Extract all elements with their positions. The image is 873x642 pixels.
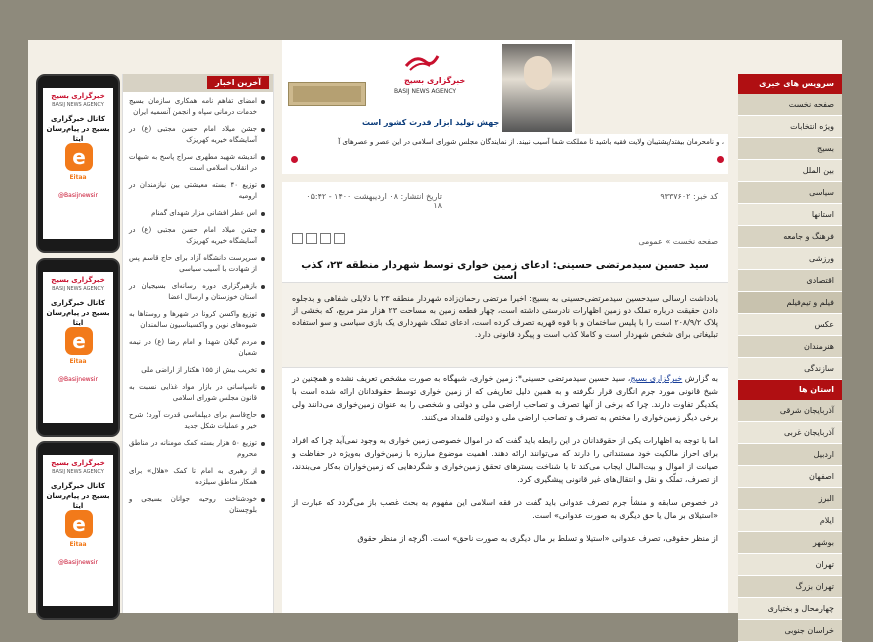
ticker-text: ، و نامحرمان بیفتد/پشتیبان ولایت فقیه باشید تا مملکت شما آسیب نبیند. از نمایندگان مجلس شورای اسلامی در این عصر و عصرهای آ — [338, 138, 724, 146]
publish-date-text: تاریخ انتشار: ۰۸ اردیبهشت ۱۴۰۰ - ۰۵:۴۲ — [306, 192, 442, 201]
news-link[interactable]: بازهبرگزاری دوره رسانه‌ای بسیجیان در استان خوزستان و ارسال اعضا — [129, 281, 265, 303]
ad-handle: @Basijnewsir — [58, 192, 98, 199]
paragraph: از منظر حقوقی، تصرف عدوانی «استیلا و تسلط بر مال دیگری به صورت ناحق» است. اگرچه از منظر حقوق — [357, 534, 718, 543]
news-link[interactable]: امضای تفاهم نامه همکاری سازمان بسیج خدمات درمانی سپاه و انجمن آنسمیه ایران — [129, 96, 265, 118]
eitaa-logo-icon: e — [65, 327, 93, 355]
ticker-dot-icon — [291, 156, 298, 163]
paragraph: اما با توجه به اظهارات یکی از حقوقدانان در این رابطه باید گفت که در اموال خصوصی زمین خواری به وجود نمی‌آید چرا که افراد برای احراز مالکیت خود مستنداتی را دارند که می‌توانند ارائه دهند. اهمیت موضوع مبارزه با زمین‌خواری به‌ویژه در حفاظت و صیانت از اموال و بیت‌المال ایجاب می‌کند تا با شناخت بسترهای تحقق زمین‌خواری و شگردهایی که زمین‌خواران به‌کار می‌بندند، از تصرف، تملّک و نقل و انتقال‌های غیر قانونی پیشگیری کرد. — [292, 436, 718, 484]
province-item[interactable]: آذربایجان شرقی — [738, 400, 842, 422]
ad-app-name: Eitaa — [69, 358, 87, 365]
services-title: سرویس های خبری — [738, 74, 842, 94]
ad-app-name: Eitaa — [69, 174, 87, 181]
news-link[interactable]: توزیع واکسن کرونا در شهرها و روستاها به شیوه‌های نوین و واکسیناسیون سالمندان — [129, 309, 265, 331]
menu-item[interactable]: سیاسی — [738, 182, 842, 204]
print-icon[interactable] — [334, 233, 345, 244]
eitaa-ad[interactable] — [36, 74, 120, 253]
paragraph — [292, 372, 718, 424]
menu-item[interactable]: سازندگی — [738, 358, 842, 380]
article-tools — [292, 228, 348, 247]
font-size-up-icon[interactable] — [292, 233, 303, 244]
agency-link[interactable]: خبرگزاری بسیج — [630, 374, 683, 383]
news-link[interactable]: از رهبری به امام تا کمک «هلال» برای همکار مناطق سیلزده — [129, 466, 265, 488]
basij-logo-icon — [402, 50, 442, 72]
ad-screen — [43, 455, 113, 606]
ad-brand-en: BASIJ NEWS AGENCY — [52, 469, 104, 475]
ad-brand: خبرگزاری بسیج — [51, 459, 105, 467]
paragraph: در خصوص سابقه و منشأ جرم تصرف عدوانی باید گفت در فقه اسلامی این مفهوم به بحث غصب باز می‌گردد که عبارت از «استیلای بر مال یا حق دیگری به صورت عدوانی» است. — [292, 498, 718, 520]
menu-item[interactable]: ورزشی — [738, 248, 842, 270]
news-code: کد خبر: ۹۳۳۷۶۰۲ — [660, 192, 718, 201]
menu-item[interactable]: بسیج — [738, 138, 842, 160]
province-item[interactable]: آذربایجان غربی — [738, 422, 842, 444]
menu-item[interactable]: بین الملل — [738, 160, 842, 182]
paragraph-text: ، سید حسین سیدمرتضی حسینی*: زمین خواری، شبهگاه به صورت مشخص تعریف نشده و همچنین در شیخ قانونی مورد جرم انگاری قرار نگرفته و به همین دلیل تعاریفی که از زمین خواری توسط حقوقدانان ارائه شده است با یکدیگر تفاوت دارند. چرا که برخی از آنها تصرف و تصاحب اراضی ملی و دولتی و شخصی را به عنوان زمین‌خواری می‌دانند ولی برخی دیگر زمین‌خواری را مختص به تصرف و تصاحب اراضی ملی و دولتی قلمداد می‌کنند. — [292, 374, 718, 422]
menu-item[interactable]: فرهنگ و جامعه — [738, 226, 842, 248]
ad-handle: @Basijnewsir — [58, 559, 98, 566]
menu-item[interactable]: صفحه نخست — [738, 94, 842, 116]
font-size-down-icon[interactable] — [306, 233, 317, 244]
provinces-title: استان ها — [738, 380, 842, 400]
ticker-dot-icon — [717, 156, 724, 163]
menu-item[interactable]: استانها — [738, 204, 842, 226]
leaders-photo — [502, 44, 572, 132]
ad-brand: خبرگزاری بسیج — [51, 92, 105, 100]
banner-slogan: جهش تولید ابزار قدرت کشور است — [362, 118, 500, 127]
eitaa-ad[interactable] — [36, 441, 120, 620]
lead-text: یادداشت ارسالی سیدحسین سیدمرتضی‌حسینی به بسیج: اخیرا مرتضی رحمان‌زاده شهردار منطقه ۲۳ با دلایلی شفاهی و بدجلوه دادن حقیقت درباره تملک دو زمین اظهارات نادرستی داشته است، چهار قطعه زمین به مساحت ۲۳ هزار متر مربع، که بخشی از پلاک ۲۰۸/۹/۲ است را با پلیس ساختمان و با قوه قهریه تصرف کرده است، ادعای تملک شهرداری یک بازی سیاسی و سو استفاده تبلیغاتی برای شخص شهردار است و کاملا کذب است و پیگرد قانونی دارد. — [292, 294, 719, 339]
province-item[interactable]: ایلام — [738, 510, 842, 532]
latest-news-header — [123, 74, 273, 92]
calligraphy-sign — [288, 82, 366, 106]
paragraph-prefix: به گزارش — [682, 374, 718, 383]
ad-screen — [43, 88, 113, 239]
right-menu — [738, 74, 842, 635]
news-link[interactable]: ناسپاسانی در بازار مواد غذایی نسبت به قانون مجلس شورای اسلامی — [129, 382, 265, 404]
agency-name-en: BASIJ NEWS AGENCY — [394, 88, 457, 95]
news-link[interactable]: خودشناخت روحیه جوانان بسیجی و بلوچستان — [129, 494, 265, 516]
latest-news-title: آخرین اخبار — [207, 76, 269, 89]
news-link[interactable]: جشن میلاد امام حسن مجتبی (ع) در آسایشگاه خیریه کهریزک — [129, 124, 265, 146]
publish-date — [292, 192, 442, 210]
province-item[interactable]: خراسان جنوبی — [738, 620, 842, 642]
news-link[interactable]: توزیع ۵۰ هزار بسته کمک مومنانه در مناطق محروم — [129, 438, 265, 460]
province-item[interactable]: تهران — [738, 554, 842, 576]
ad-tagline: کانال خبرگزاری بسیج در پیام‌رسان ایتا — [46, 299, 110, 327]
news-link[interactable]: اندیشه شهید مطهری سراج پاسخ به شبهات در انقلاب اسلامی است — [129, 152, 265, 174]
news-link[interactable]: تخریب بیش از ۱۵۵ هکتار از اراضی ملی — [129, 365, 265, 376]
ad-app-name: Eitaa — [69, 541, 87, 548]
header-banner[interactable] — [282, 40, 575, 134]
ad-screen — [43, 272, 113, 423]
news-link[interactable]: حاج‌قاسم برای دیپلماسی قدرت آورد؛ شرح خیر و عملیات شکل جدید — [129, 410, 265, 432]
save-icon[interactable] — [320, 233, 331, 244]
latest-news-panel — [122, 74, 274, 613]
ad-brand-en: BASIJ NEWS AGENCY — [52, 286, 104, 292]
ad-brand-en: BASIJ NEWS AGENCY — [52, 102, 104, 108]
menu-item[interactable]: عکس — [738, 314, 842, 336]
latest-news-list — [123, 96, 273, 516]
menu-item[interactable]: ویژه انتخابات — [738, 116, 842, 138]
province-item[interactable]: بوشهر — [738, 532, 842, 554]
news-link[interactable]: مردم گیلان شهدا و امام رضا (ع) در نیمه شعبان — [129, 337, 265, 359]
eitaa-logo-icon: e — [65, 143, 93, 171]
news-link[interactable]: اس عطر افشانی مزار شهدای گمنام — [129, 208, 265, 219]
menu-item[interactable]: اقتصادی — [738, 270, 842, 292]
news-link[interactable]: توزیع ۴۰ بسته معیشتی بین نیازمندان در ارومیه — [129, 180, 265, 202]
ads-column — [32, 74, 120, 613]
province-item[interactable]: تهران بزرگ — [738, 576, 842, 598]
eitaa-ad[interactable] — [36, 258, 120, 437]
province-item[interactable]: البرز — [738, 488, 842, 510]
ad-tagline: کانال خبرگزاری بسیج در پیام‌رسان ایتا — [46, 482, 110, 510]
menu-item[interactable]: هنرمندان — [738, 336, 842, 358]
eitaa-logo-icon: e — [65, 510, 93, 538]
news-ticker[interactable] — [282, 134, 728, 174]
agency-name: خبرگزاری بسیج — [404, 76, 466, 85]
province-item[interactable]: چهارمحال و بختیاری — [738, 598, 842, 620]
province-item[interactable]: اردبیل — [738, 444, 842, 466]
publish-date-time: ۱۸ — [433, 201, 442, 210]
breadcrumb[interactable]: صفحه نخست » عمومی — [638, 237, 718, 246]
ad-handle: @Basijnewsir — [58, 376, 98, 383]
news-link[interactable]: جشن میلاد امام حسن مجتبی (ع) در آسایشگاه خیریه کهریزک — [129, 225, 265, 247]
article-title: سید حسین سیدمرتضی حسینی: ادعای زمین خواری توسط شهردار منطقه ۲۳، کذب است — [301, 260, 709, 282]
news-link[interactable]: سرپرست دانشگاه آزاد برای حاج قاسم پس از شهادت با آسیب سیاسی — [129, 253, 265, 275]
article — [282, 182, 728, 613]
ad-tagline: کانال خبرگزاری بسیج در پیام‌رسان ایتا — [46, 115, 110, 143]
page — [28, 40, 842, 635]
province-item[interactable]: اصفهان — [738, 466, 842, 488]
ad-brand: خبرگزاری بسیج — [51, 276, 105, 284]
article-lead — [282, 282, 728, 368]
article-body — [282, 372, 728, 555]
menu-item[interactable]: فیلم و تیم‌فیلم — [738, 292, 842, 314]
